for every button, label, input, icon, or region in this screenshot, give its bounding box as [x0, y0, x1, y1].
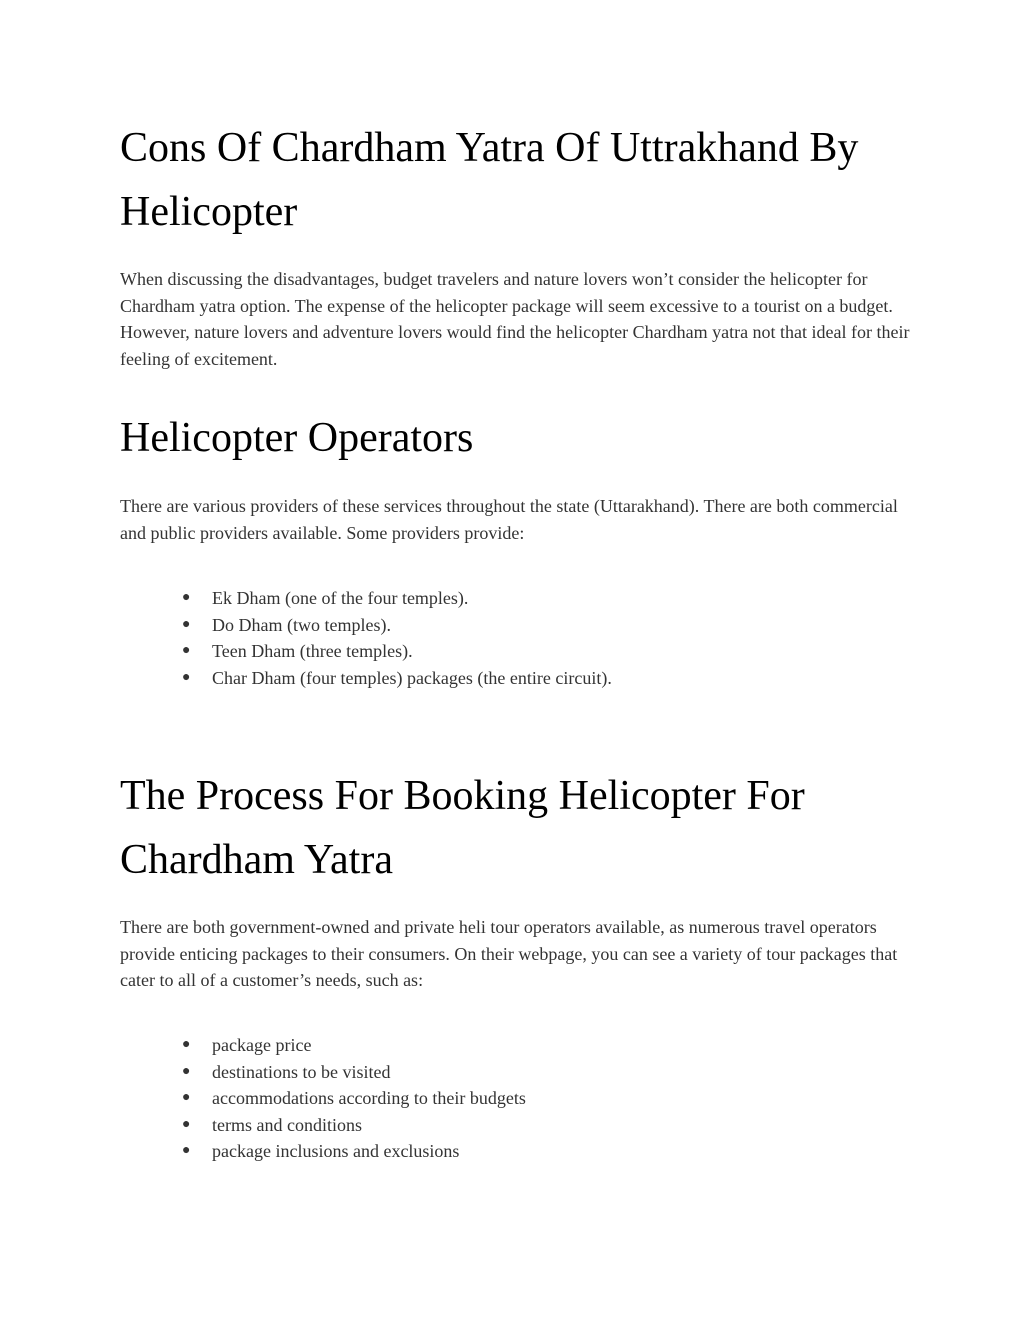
package-needs-list [182, 1032, 882, 1165]
section-paragraph-booking: There are both government-owned and private heli tour operators available, as numerous travel operators provide enticing packages to their consumers. On their webpage, you can see a variety of tour packages that cater to all of a customer’s needs, such as: [120, 917, 898, 991]
section-paragraph-operators: There are various providers of these services throughout the state (Uttarakhand). There are both commercial and public providers available. Some providers provide: [120, 496, 898, 543]
section-paragraph-cons: When discussing the disadvantages, budget travelers and nature lovers won’t consider the helicopter for Chardham yatra option. The expense of the helicopter package will seem excessive to a tourist on a budget. However, nature lovers and adventure lovers would find the helicopter Chardham yatra not that ideal for their feeling of excitement. [120, 269, 910, 369]
list-item [182, 1059, 882, 1086]
list-item [182, 585, 882, 612]
list-item [182, 1032, 882, 1059]
list-item-text: package price [212, 1035, 312, 1055]
bullet-icon: ● [182, 1063, 191, 1079]
bullet-icon: ● [182, 643, 191, 659]
bullet-icon: ● [182, 669, 191, 685]
bullet-icon: ● [182, 1143, 191, 1159]
list-item-text: accommodations according to their budgets [212, 1088, 526, 1109]
list-item [182, 665, 882, 692]
section-heading-booking: The Process For Booking Helicopter For Chardham Yatra [120, 773, 805, 883]
bullet-icon: ● [182, 616, 191, 632]
list-item [182, 612, 882, 639]
list-item [182, 1112, 882, 1139]
bullet-icon: ● [182, 1116, 191, 1132]
list-item-text: Ek Dham (one of the four temples). [212, 588, 469, 608]
section-heading-cons: Cons Of Chardham Yatra Of Uttrakhand By Helicopter [120, 125, 859, 235]
bullet-icon: ● [182, 590, 191, 605]
list-item-text: destinations to be visited [212, 1061, 391, 1082]
list-item [182, 638, 882, 665]
list-item [182, 1138, 882, 1165]
list-item-text: package inclusions and exclusions [212, 1141, 460, 1162]
list-item [182, 1085, 882, 1112]
operators-list [182, 585, 882, 691]
list-item-text: Do Dham (two temples). [212, 614, 391, 635]
section-heading-operators: Helicopter Operators [120, 415, 474, 461]
bullet-icon: ● [182, 1037, 191, 1052]
bullet-icon: ● [182, 1090, 191, 1106]
list-item-text: Char Dham (four temples) packages (the entire circuit). [212, 667, 612, 688]
list-item-text: Teen Dham (three temples). [212, 641, 413, 662]
list-item-text: terms and conditions [212, 1114, 362, 1135]
